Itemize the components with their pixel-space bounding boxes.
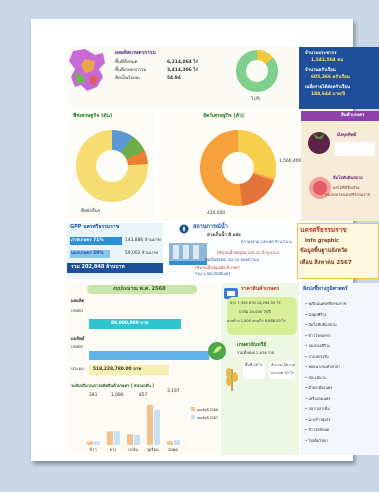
market-line-2: มะพร้าว 1,800 ตาย/ไร่ 6,888.00 ไร่ <box>227 319 286 323</box>
notes-item: • ผ้ายกเมืองนคร <box>305 385 333 390</box>
notes-item: • ทุเรียนนครศรีธรรมราช <box>305 301 347 306</box>
crops-right-label-1: 420,000 <box>207 211 226 216</box>
fruit-header-bar <box>301 111 379 121</box>
gpp-value-0: 143,886 ล้านบาท <box>125 238 161 243</box>
water-line-4: ปริมาณน้ำฝนเฉลี่ย ปี 2567 <box>195 265 241 270</box>
water-line-3: คิดเป็นร้อยละ 82.20 ของความจุ <box>205 257 259 262</box>
agriculture-donut <box>235 49 279 93</box>
notes-heading: สิ่งบ่งชี้ทางภูมิศาสตร์ <box>303 286 348 292</box>
pomelo-icon <box>307 175 333 201</box>
agri-value-2: 54.94 <box>167 76 181 81</box>
production-subtitle: ระดับปริมาณการผลิตสินค้าเกษตร ( หน่วย:ตัน ) <box>71 383 154 388</box>
production-category-label: ยาง <box>109 447 117 452</box>
fruit-heading: สินค้าเกษตร <box>341 113 365 118</box>
fruit-title-1: มังคุดทิพย์ <box>337 133 357 138</box>
budget-group-0: ผลผลิต <box>71 299 85 304</box>
budget-value-2: 518,228,780.00 บาท <box>93 367 142 372</box>
agri-label-0: พื้นที่ทั้งหมด <box>115 60 138 65</box>
fruit-desc-box-1 <box>335 142 375 156</box>
pop-line-3: 605,366 ครัวเรือน <box>311 75 350 80</box>
budget-heading: งบประมาณ พ.ศ. 2568 <box>113 286 166 292</box>
notes-item: • ปลากุเลาเค็ม <box>305 406 330 411</box>
organic-line-0: รวมทั้งหมด 2,638 ราย <box>237 351 275 355</box>
production-category-label: ข้าว <box>89 447 97 452</box>
production-bar <box>167 441 173 445</box>
water-line-1: ความจุรวม 249.66 ล้าน ลบ.ม. <box>241 239 293 244</box>
production-category-label: ปาล์ม <box>128 447 138 452</box>
production-bar <box>87 441 93 445</box>
dam-icon <box>169 239 207 265</box>
agri-value-0: 6,214,064 ไร่ <box>167 60 198 65</box>
organic-line-2: จำนวน 38 ราย <box>271 363 295 367</box>
gpp-label-1: นอกเกษตร 29% <box>71 251 104 256</box>
infographic <box>67 47 379 455</box>
production-category-label: มังคุด <box>168 447 178 452</box>
pop-line-0: จำนวนประชากร <box>305 51 337 56</box>
document-page <box>31 19 371 461</box>
market-line-0: ยาง 7,355 ตาย 10,264.55 ไร่ <box>230 301 281 305</box>
fruit-title-2: ส้มโอทับทิมสยาม <box>333 175 363 180</box>
organic-heading: เกษตรอินทรีย์ <box>237 342 267 348</box>
gpp-value-1: 59,002 ล้านบาท <box>125 251 159 256</box>
fruit-line-1: ของจังหวัดนครศรีธรรมราช <box>325 192 371 197</box>
production-category-label: ทุเรียน <box>147 447 159 452</box>
gpp-heading: GPP นครศรีธรรมราช <box>70 224 120 230</box>
water-line-2: ปริมาณน้ำปัจจุบัน 205.22 ล้าน ลบ.ม. <box>217 250 280 255</box>
market-heading: ราคาสินค้าเกษตร <box>241 286 280 292</box>
crops-right-donut <box>197 127 279 209</box>
organic-line-3: ประเภท 10 ไร่ <box>271 371 294 375</box>
crops-right-heading: สัตว์เศรษฐกิจ (ตัว) <box>203 113 245 119</box>
notes-item: • ข้าวสังข์หยด <box>305 427 330 432</box>
legend-swatch <box>191 407 195 411</box>
production-bar <box>114 431 120 445</box>
budget-label-0: เกษตร <box>71 309 84 314</box>
pop-line-5: 188,644 บาท/ปี <box>311 92 346 97</box>
water-line-5: รวม 2,962 มิลลิเมตร <box>195 271 231 276</box>
agri-label-1: พื้นที่เกษตรกรรม <box>115 68 147 73</box>
notes-item: • กาแฟกรุงชิง <box>305 353 329 359</box>
notes-item: • มะพร้าวทุ่งสง <box>305 416 331 422</box>
pop-line-4: เฉลี่ยรายได้ต่อครัวเรือน <box>305 85 350 90</box>
notes-item: • มังคุดคีรีวง <box>305 311 327 317</box>
notes-list <box>305 299 377 446</box>
notes-item: • ลองกองคีรีวง <box>305 343 330 348</box>
budget-label-2: ประมง <box>71 367 84 372</box>
notes-item: • ส้มโอทับทิมสยาม <box>305 322 337 327</box>
organic-line-1: พื้นที่ 28 ไร่ <box>245 363 263 367</box>
banner-line-0: นครศรีธรรมราช <box>300 226 347 234</box>
budget-value-0: 89,000,000 บาท <box>111 321 149 326</box>
notes-item: • สละเนินวง <box>305 374 326 380</box>
fruit-line-0: ผลไม้ที่มีชื่อเสียง <box>333 185 360 190</box>
production-top-2: 857 <box>139 393 148 398</box>
pop-line-2: จำนวนครัวเรือน <box>305 68 336 73</box>
mangosteen-icon <box>305 127 333 155</box>
rice-icon <box>223 365 241 391</box>
legend-swatch <box>191 415 195 419</box>
production-top-3: 3,197 <box>167 389 180 394</box>
budget-label-1: เกษตร <box>71 345 84 350</box>
market-line-1: ปาล์ม 20,000 ไร่/ปี <box>239 310 271 314</box>
production-bar <box>127 434 133 445</box>
organic-icon <box>207 341 227 361</box>
crops-right-label-0: 1,560,400 <box>279 159 302 164</box>
banner-line-3: เดือน สิงหาคม 2567 <box>300 260 352 266</box>
legend-label: ผลผลิตปี 2567 <box>197 416 218 420</box>
budget-bar-1 <box>89 351 209 360</box>
province-map <box>67 47 107 93</box>
notes-item: • ไข่เค็มไชยา <box>305 437 329 443</box>
production-chart <box>71 399 219 453</box>
budget-group-1: ผลลัพธ์ <box>71 337 85 342</box>
banner-line-1: Info graphic <box>305 238 340 244</box>
production-bar <box>107 431 113 445</box>
notes-item: • หอยนางรมท่าศาลา <box>305 364 341 369</box>
water-heading: สถานการณ์น้ำ <box>193 224 228 230</box>
crops-left-side-label: พืชผักอื่นๆ <box>81 209 101 214</box>
agri-donut-caption: ไร่/ปี <box>251 97 260 102</box>
agri-value-1: 3,414,306 ไร่ <box>167 68 198 73</box>
production-top-0: 281 <box>89 393 98 398</box>
production-bar <box>174 440 180 445</box>
production-bar <box>147 405 153 445</box>
water-drop-icon <box>179 224 189 234</box>
production-bar <box>134 435 140 445</box>
pop-line-1: 1,542,564 คน <box>311 58 344 63</box>
legend-label: ผลผลิตปี 2566 <box>197 408 218 412</box>
agri-label-2: คิดเป็นร้อยละ <box>115 76 141 81</box>
gpp-total: รวม 202,848 ล้านบาท <box>71 264 125 270</box>
banner-line-2: ข้อมูลพื้นฐานจังหวัด <box>300 248 348 254</box>
gpp-label-0: ภาคเกษตร 71% <box>71 238 104 243</box>
notes-item: • ข้าวไร่ดอกข่า <box>305 332 332 338</box>
crops-left-donut <box>73 127 151 205</box>
production-bar <box>154 410 160 445</box>
production-top-1: 1,080 <box>111 393 124 398</box>
water-line-0: อ่างเก็บน้ำ 8 แห่ง <box>207 233 241 238</box>
notes-item: • เครื่องถมนคร <box>305 395 331 401</box>
crops-left-heading: พืชเศรษฐกิจ (ตัน) <box>73 113 113 119</box>
production-bar <box>94 441 100 445</box>
agriculture-heading: ผลผลิตเกษตรกรรม <box>115 50 156 56</box>
